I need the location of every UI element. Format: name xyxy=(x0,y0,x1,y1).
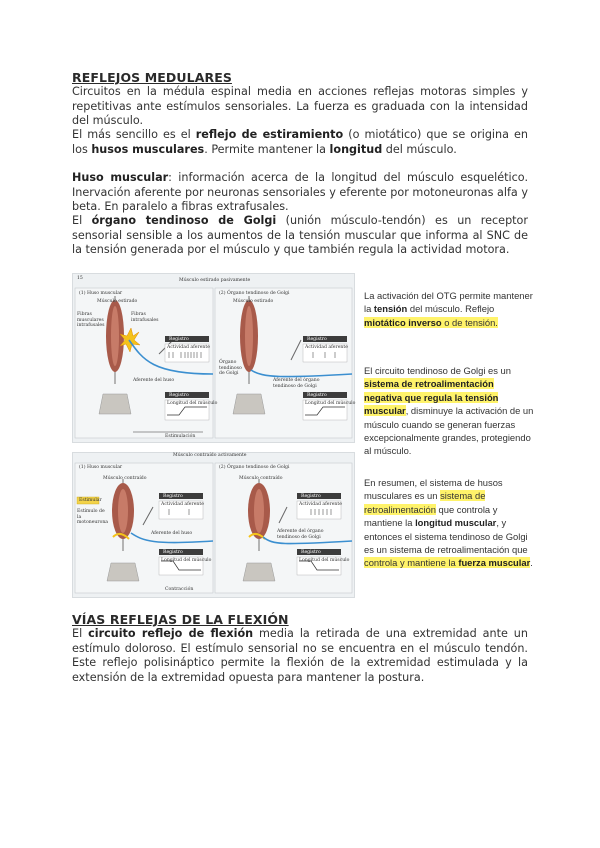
length-label-b: Longitud del músculo xyxy=(305,401,356,406)
note-summary: En resumen, el sistema de husos musculares es un sistema de retroalimentación que controla y mantiene la longitud muscular, y entonces el sistema tendinoso de Golgi es un sistema de retroalimentación que controla y mantiene la fuerza muscular. xyxy=(364,477,533,569)
golgi-organ-label: Órgano tendinoso de Golgi xyxy=(219,360,242,376)
figure2-title: Músculo contraído activamente xyxy=(173,453,247,458)
paragraph-circuitos: Circuitos en la médula espinal media en acciones reflejas motoras simples y repetitivas ante estímulos sensoriales. La fuerza es graduada con la intensidad del músculo. xyxy=(72,85,528,128)
contraction-label: Contracción xyxy=(165,587,194,592)
panel2-b-label: (2) Órgano tendinoso de Golgi xyxy=(219,465,290,470)
register2-length-b: Registro xyxy=(301,550,321,555)
paragraph-organo-golgi: El órgano tendinoso de Golgi (unión músculo-tendón) es un receptor sensorial sensible a los aumentos de la tensión muscular que informa al SNC de la tensión generada por el músculo y que también regula la actividad motora. xyxy=(72,214,529,257)
register-label-a: Registro xyxy=(169,337,189,342)
contracted-label-a: Músculo contraído xyxy=(103,476,147,481)
register2-label-b: Registro xyxy=(301,494,321,499)
panel-a-label: (1) Huso muscular xyxy=(79,291,123,296)
spindle-afferent2-label: Aferente del huso xyxy=(151,531,193,536)
paragraph-huso-muscular: Huso muscular: información acerca de la longitud del músculo esquelético. Inervación aferente por neuronas sensoriales y eferente por motoneuronas alfa y beta. En paralelo a fibras extrafusales. xyxy=(72,171,528,214)
afferent2-label-a: Actividad aferente xyxy=(161,502,204,507)
fibers-label: Fibras musculares intrafusales xyxy=(77,312,105,328)
section-title-vias-flexion: VÍAS REFLEJAS DE LA FLEXIÓN xyxy=(72,612,289,627)
paragraph-reflejo-estiramiento: El más sencillo es el reflejo de estiramiento (o miotático) que se origina en los husos musculares. Permite mantener la longitud del músculo. xyxy=(72,128,528,156)
note-golgi-circuit: El circuito tendinoso de Golgi es un sistema de retroalimentación negativa que regula la tensión muscular, disminuye la activación de un músculo cuando se generan fuerzas excepcionalmente grandes, protegiendo al músculo. xyxy=(364,365,534,457)
stretched-label-b: Músculo estirado xyxy=(233,299,274,304)
register-length-b: Registro xyxy=(307,393,327,398)
register2-label-a: Registro xyxy=(163,494,183,499)
register-label-b: Registro xyxy=(307,337,327,342)
figure-contracted-illustration xyxy=(73,453,354,597)
figure-title: Músculo estirado pasivamente xyxy=(179,278,251,283)
length2-label-b: Longitud del músculo xyxy=(299,558,350,563)
section-title-reflejos-medulares: REFLEJOS MEDULARES xyxy=(72,70,232,85)
stimulate-label: Estimular xyxy=(79,498,102,503)
stimulus-label: Estimulación xyxy=(165,434,196,439)
figure-muscle-contracted xyxy=(72,452,355,598)
length2-label-a: Longitud del músculo xyxy=(161,558,212,563)
length-label-a: Longitud del músculo xyxy=(167,401,218,406)
register2-length-a: Registro xyxy=(163,550,183,555)
contracted-label-b: Músculo contraído xyxy=(239,476,283,481)
stretched-label-a: Músculo estirado xyxy=(97,299,138,304)
note-otg-activation: La activación del OTG permite mantener la tensión del músculo. Reflejo miotático inverso o de tensión. xyxy=(364,290,533,328)
paragraph-circuito-flexion: El circuito reflejo de flexión media la retirada de una extremidad ante un estímulo doloroso. El estímulo sensorial no se encuentra en el músculo tendón. Este reflejo polisináptico permite la flexión de la extremidad estimulada y la extensión de la extremidad opuesta para mantener la postura. xyxy=(72,627,528,684)
afferent-label-a: Actividad aferente xyxy=(167,345,210,350)
golgi-afferent2-label: Aferente del órgano tendinoso de Golgi xyxy=(277,529,324,540)
spindle-fibers-label: Fibras intrafusales xyxy=(131,312,159,323)
golgi-afferent-label: Aferente del órgano tendinoso de Golgi xyxy=(273,378,320,389)
spindle-afferent-label: Aferente del huso xyxy=(133,378,175,383)
register-length-a: Registro xyxy=(169,393,189,398)
stimulus-motor-label: Estímulo de la motoneurona xyxy=(77,509,109,525)
figure-number: 15 xyxy=(77,276,83,281)
afferent2-label-b: Actividad aferente xyxy=(299,502,342,507)
figure-muscle-stretched xyxy=(72,273,355,443)
afferent-label-b: Actividad aferente xyxy=(305,345,348,350)
panel-b-label: (2) Órgano tendinoso de Golgi xyxy=(219,291,290,296)
panel2-a-label: (1) Huso muscular xyxy=(79,465,123,470)
